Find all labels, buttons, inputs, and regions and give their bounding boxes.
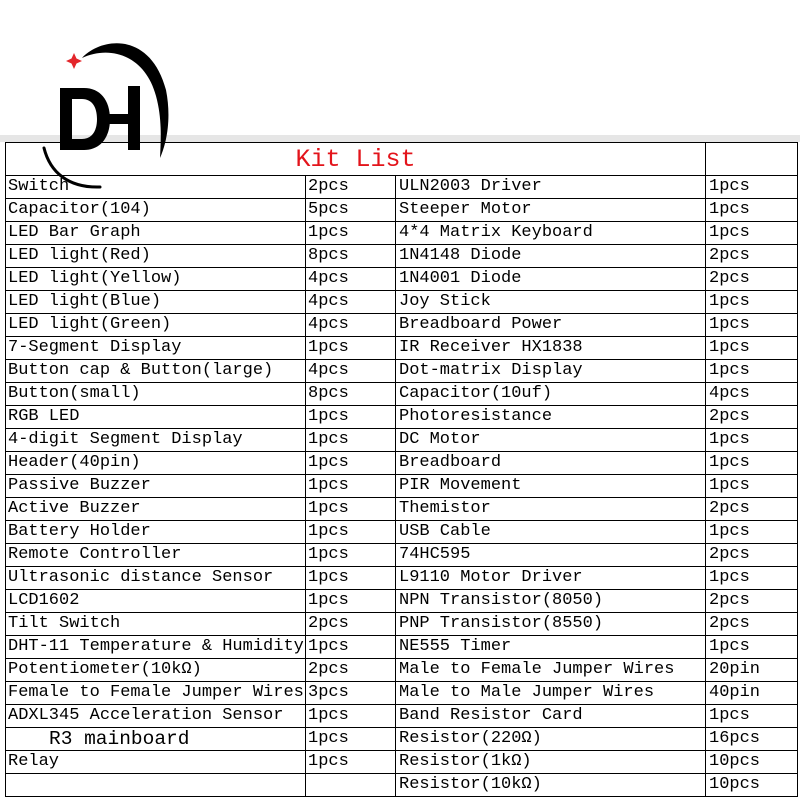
item-name-right: DC Motor [396, 429, 706, 452]
item-name-right: ULN2003 Driver [396, 176, 706, 199]
item-qty-left: 1pcs [306, 452, 396, 475]
item-qty-right: 2pcs [706, 544, 798, 567]
table-row [6, 774, 798, 797]
empty-cell [6, 774, 306, 797]
item-name-left: R3 mainboard [6, 728, 306, 751]
item-qty-right: 2pcs [706, 590, 798, 613]
table-row [6, 567, 798, 590]
table-row [6, 314, 798, 337]
table-row [6, 452, 798, 475]
item-qty-right: 1pcs [706, 337, 798, 360]
item-name-left: Switch [6, 176, 306, 199]
item-name-right: PNP Transistor(8550) [396, 613, 706, 636]
item-name-left: Tilt Switch [6, 613, 306, 636]
item-qty-left: 2pcs [306, 176, 396, 199]
item-qty-right: 1pcs [706, 521, 798, 544]
item-qty-left: 1pcs [306, 728, 396, 751]
item-qty-right: 1pcs [706, 705, 798, 728]
table-row [6, 613, 798, 636]
item-name-left: 7-Segment Display [6, 337, 306, 360]
item-qty-right: 1pcs [706, 199, 798, 222]
table-row [6, 337, 798, 360]
table-row [6, 475, 798, 498]
item-qty-left: 1pcs [306, 222, 396, 245]
item-qty-right: 4pcs [706, 383, 798, 406]
item-name-right: Photoresistance [396, 406, 706, 429]
table-header-row [6, 143, 798, 176]
kit-list-table [5, 142, 798, 797]
item-name-left: Female to Female Jumper Wires [6, 682, 306, 705]
item-qty-left: 8pcs [306, 245, 396, 268]
item-qty-left: 1pcs [306, 521, 396, 544]
item-name-left: LED light(Yellow) [6, 268, 306, 291]
item-qty-left: 4pcs [306, 360, 396, 383]
item-name-left: Remote Controller [6, 544, 306, 567]
item-qty-right: 2pcs [706, 268, 798, 291]
item-name-right: L9110 Motor Driver [396, 567, 706, 590]
item-qty-right: 2pcs [706, 406, 798, 429]
item-name-right: NE555 Timer [396, 636, 706, 659]
item-name-right: Resistor(10kΩ) [396, 774, 706, 797]
item-qty-left: 8pcs [306, 383, 396, 406]
item-qty-right: 20pin [706, 659, 798, 682]
logo-crossbar [104, 114, 132, 124]
item-qty-left: 1pcs [306, 590, 396, 613]
item-qty-left: 2pcs [306, 659, 396, 682]
table-row [6, 544, 798, 567]
table-row [6, 659, 798, 682]
item-qty-right: 2pcs [706, 498, 798, 521]
item-qty-right: 1pcs [706, 360, 798, 383]
table-row [6, 199, 798, 222]
item-qty-right: 10pcs [706, 774, 798, 797]
item-name-left: Passive Buzzer [6, 475, 306, 498]
item-name-left: DHT-11 Temperature & Humidity [6, 636, 306, 659]
item-name-right: IR Receiver HX1838 [396, 337, 706, 360]
table-title: Kit List [295, 145, 416, 174]
item-name-left: 4-digit Segment Display [6, 429, 306, 452]
item-name-right: USB Cable [396, 521, 706, 544]
star-icon [66, 53, 82, 69]
item-name-left: Button cap & Button(large) [6, 360, 306, 383]
item-name-left: LED Bar Graph [6, 222, 306, 245]
table-row [6, 705, 798, 728]
item-qty-left: 1pcs [306, 705, 396, 728]
item-name-right: Male to Female Jumper Wires [396, 659, 706, 682]
item-name-right: Band Resistor Card [396, 705, 706, 728]
item-qty-right: 1pcs [706, 176, 798, 199]
item-name-right: 1N4148 Diode [396, 245, 706, 268]
item-name-right: 74HC595 [396, 544, 706, 567]
top-band [0, 135, 800, 142]
table-row [6, 268, 798, 291]
table-row [6, 636, 798, 659]
item-qty-right: 2pcs [706, 245, 798, 268]
item-name-left: Potentiometer(10kΩ) [6, 659, 306, 682]
item-name-left: Battery Holder [6, 521, 306, 544]
item-qty-right: 1pcs [706, 222, 798, 245]
item-qty-left: 2pcs [306, 613, 396, 636]
item-name-right: Breadboard [396, 452, 706, 475]
item-name-left: Button(small) [6, 383, 306, 406]
item-qty-left: 3pcs [306, 682, 396, 705]
table-row [6, 245, 798, 268]
item-name-right: Resistor(1kΩ) [396, 751, 706, 774]
item-qty-right: 16pcs [706, 728, 798, 751]
item-name-left: RGB LED [6, 406, 306, 429]
item-qty-right: 40pin [706, 682, 798, 705]
item-qty-right: 2pcs [706, 613, 798, 636]
item-qty-left: 1pcs [306, 406, 396, 429]
item-name-left: Capacitor(104) [6, 199, 306, 222]
item-qty-right: 1pcs [706, 475, 798, 498]
item-qty-right: 1pcs [706, 429, 798, 452]
item-qty-right: 1pcs [706, 314, 798, 337]
item-name-right: Breadboard Power [396, 314, 706, 337]
table-row [6, 751, 798, 774]
item-qty-left: 4pcs [306, 268, 396, 291]
item-name-left: Ultrasonic distance Sensor [6, 567, 306, 590]
item-name-right: 1N4001 Diode [396, 268, 706, 291]
item-name-left: LCD1602 [6, 590, 306, 613]
table-header-blank-cell [706, 143, 798, 176]
item-name-right: PIR Movement [396, 475, 706, 498]
item-qty-left: 1pcs [306, 429, 396, 452]
item-qty-right: 1pcs [706, 291, 798, 314]
table-row [6, 360, 798, 383]
table-row [6, 383, 798, 406]
item-name-right: Resistor(220Ω) [396, 728, 706, 751]
item-name-right: Joy Stick [396, 291, 706, 314]
item-qty-right: 10pcs [706, 751, 798, 774]
item-name-left: LED light(Red) [6, 245, 306, 268]
table-row [6, 291, 798, 314]
item-qty-left: 4pcs [306, 291, 396, 314]
item-name-left: Header(40pin) [6, 452, 306, 475]
item-name-left: Active Buzzer [6, 498, 306, 521]
empty-cell [306, 774, 396, 797]
item-name-left: Relay [6, 751, 306, 774]
item-name-right: 4*4 Matrix Keyboard [396, 222, 706, 245]
item-qty-right: 1pcs [706, 567, 798, 590]
item-qty-right: 1pcs [706, 452, 798, 475]
item-name-right: Steeper Motor [396, 199, 706, 222]
item-qty-left: 4pcs [306, 314, 396, 337]
item-name-left: LED light(Blue) [6, 291, 306, 314]
table-row [6, 429, 798, 452]
table-row [6, 406, 798, 429]
item-name-right: Capacitor(10uf) [396, 383, 706, 406]
item-qty-left: 5pcs [306, 199, 396, 222]
item-name-left: LED light(Green) [6, 314, 306, 337]
item-qty-left: 1pcs [306, 475, 396, 498]
item-qty-left: 1pcs [306, 636, 396, 659]
item-qty-left: 1pcs [306, 567, 396, 590]
table-row [6, 682, 798, 705]
item-name-left: ADXL345 Acceleration Sensor [6, 705, 306, 728]
table-row [6, 498, 798, 521]
item-qty-left: 1pcs [306, 544, 396, 567]
item-name-right: Themistor [396, 498, 706, 521]
table-row [6, 222, 798, 245]
item-name-right: NPN Transistor(8050) [396, 590, 706, 613]
table-row [6, 590, 798, 613]
table-title-cell [6, 143, 706, 176]
item-qty-left: 1pcs [306, 498, 396, 521]
table-row [6, 176, 798, 199]
table-row [6, 521, 798, 544]
item-qty-left: 1pcs [306, 751, 396, 774]
item-name-right: Dot-matrix Display [396, 360, 706, 383]
item-name-right: Male to Male Jumper Wires [396, 682, 706, 705]
item-qty-right: 1pcs [706, 636, 798, 659]
table-row [6, 728, 798, 751]
item-qty-left: 1pcs [306, 337, 396, 360]
